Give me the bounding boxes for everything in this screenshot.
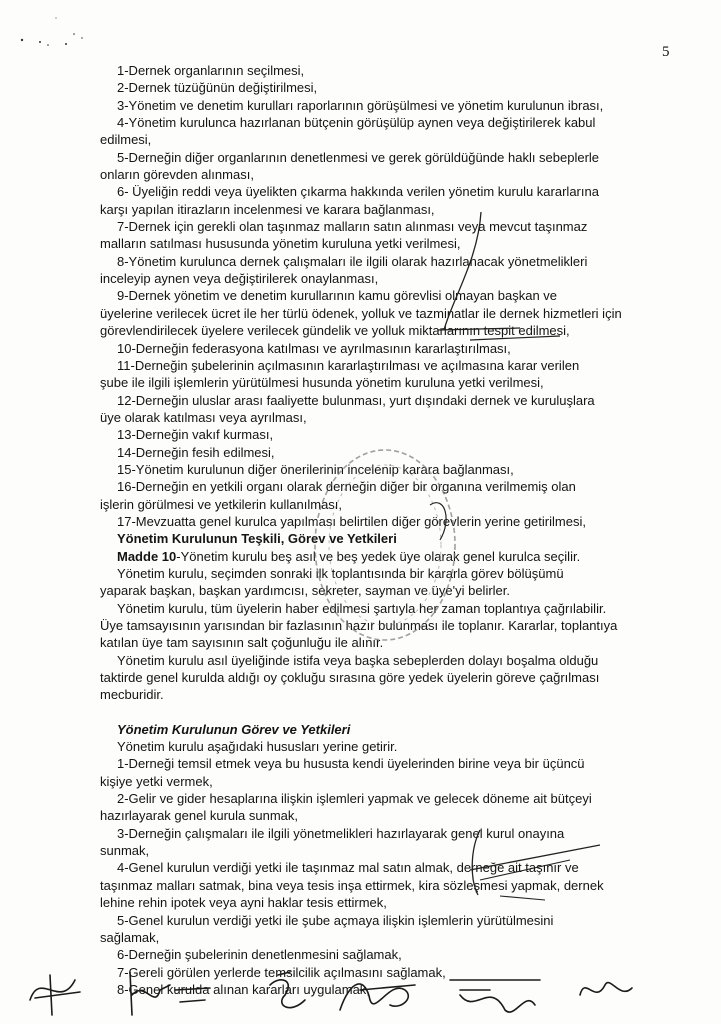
text-line: 3-Derneğin çalışmaları ile ilgili yönetmelikleri hazırlayarak genel kurul onayına xyxy=(117,825,565,841)
text-line: mecburidir. xyxy=(100,687,164,703)
text-line: 14-Derneğin fesih edilmesi, xyxy=(117,444,275,460)
text-line: 7-Dernek için gerekli olan taşınmaz malların satın alınması veya mevcut taşınmaz xyxy=(117,219,588,235)
text-line: yaparak başkan, başkan yardımcısı, sekreter, sayman ve üye'yi belirler. xyxy=(100,583,511,599)
text-line: 5-Derneğin diğer organlarının denetlenmesi ve gerek görüldüğünde haklı sebeplerle xyxy=(117,149,600,165)
text-line: malların satılması hususunda yönetim kuruluna yetki verilmesi, xyxy=(100,236,461,252)
text-line: kişiye yetki vermek, xyxy=(100,773,213,789)
text-line: 15-Yönetim kurulunun diğer önerilerinin incelenip karara bağlanması, xyxy=(117,461,514,477)
board-composition-section xyxy=(100,530,673,703)
text-line: 3-Yönetim ve denetim kurulları raporlarının görüşülmesi ve yönetim kurulunun ibrası, xyxy=(117,97,604,113)
signature-6 xyxy=(580,983,632,995)
section-heading: Yönetim Kurulunun Teşkili, Görev ve Yetkileri xyxy=(117,531,397,547)
text-line: 6- Üyeliğin reddi veya üyelikten çıkarma hakkında verilen yönetim kurulu kararlarına xyxy=(117,184,599,200)
text-line: görevlendirilecek üyelere verilecek gündelik ve yolluk miktarlarının tespit edilmesi, xyxy=(100,323,570,339)
text-line: lehine rehin ipotek veya ayni haklar tesis ettirmek, xyxy=(100,895,387,911)
signature-3 xyxy=(270,972,305,1008)
text-line: sunmak, xyxy=(100,843,150,859)
text-line: 4-Genel kurulun verdiği yetki ile taşınmaz mal satın almak, derneğe ait taşınır ve xyxy=(117,860,579,876)
text-line: 7-Gereli görülen yerlerde temsilcilik açılmasını sağlamak, xyxy=(117,964,446,980)
signature-2 xyxy=(130,972,210,1015)
scan-specks xyxy=(18,12,108,52)
text-line: üyelerine verilecek ücret ile her türlü ödenek, yolluk ve tazminatlar ile dernek hizmetleri için xyxy=(100,305,622,321)
article-label: Madde 10 xyxy=(117,548,177,564)
text-line: inceleyip aynen veya değiştirilerek onaylanması, xyxy=(100,271,379,287)
signature-4 xyxy=(340,984,415,1010)
text-line: 16-Derneğin en yetkili organı olarak derneğin diğer bir organına verilmemiş olan xyxy=(117,479,576,495)
signature-5 xyxy=(450,980,540,1012)
text-line: edilmesi, xyxy=(100,132,152,148)
text-line: 2-Gelir ve gider hesaplarına ilişkin işlemleri yapmak ve gelecek döneme ait bütçeyi xyxy=(117,791,592,807)
text-line: onların görevden alınması, xyxy=(100,167,254,183)
text-line: taşınmaz malları satmak, bina veya tesis inşa ettirmek, kira sözleşmesi yapmak, dernek xyxy=(100,877,604,893)
text-line: 4-Yönetim kurulunca hazırlanan bütçenin görüşülüp aynen veya değiştirilerek kabul xyxy=(117,115,596,131)
signatures-row xyxy=(20,960,660,1020)
text-line: Yönetim kurulu, tüm üyelerin haber edilmesi şartıyla her zaman toplantıya çağrılabilir. xyxy=(117,600,607,616)
page-number: 5 xyxy=(662,44,670,60)
text-line: 2-Dernek tüzüğünün değiştirilmesi, xyxy=(117,80,318,96)
text-line: hazırlayarak genel kurula sunmak, xyxy=(100,808,298,824)
text-line: karşı yapılan itirazların incelenmesi ve karara bağlanması, xyxy=(100,201,435,217)
text-line: 13-Derneğin vakıf kurması, xyxy=(117,427,274,443)
text-line: Yönetim kurulu aşağıdaki hususları yerine getirir. xyxy=(117,739,398,755)
text-line: 10-Derneğin federasyona katılması ve ayrılmasının kararlaştırılması, xyxy=(117,340,511,356)
text-line: 6-Derneğin şubelerinin denetlenmesini sağlamak, xyxy=(117,947,402,963)
document-body xyxy=(100,62,673,998)
text-line: Yönetim kurulu, seçimden sonraki ilk toplantısında bir kararla görev bölüşümü xyxy=(117,565,564,581)
text-line: taktirde genel kurulda aldığı oy çokluğu sırasına göre yedek üyelerin göreve çağrılması xyxy=(100,670,600,686)
text-line: katılan üye tam sayısının salt çoğunluğu ile alınır. xyxy=(100,635,384,651)
text-line: şube ile ilgili işlemlerin yürütülmesi husunda yönetim kuruluna yetki verilmesi, xyxy=(100,375,544,391)
text-line: 17-Mevzuatta genel kurulca yapılması belirtilen diğer görevlerin yerine getirilmesi, xyxy=(117,513,586,529)
text-line: 9-Dernek yönetim ve denetim kurullarının kamu görevlisi olmayan başkan ve xyxy=(117,288,558,304)
text-line: 8-Yönetim kurulunca dernek çalışmaları ile ilgili olarak hazırlanacak yönetmelikleri xyxy=(117,253,588,269)
article-first-line xyxy=(117,548,673,565)
text-line: 8-Genel kurulda alınan kararları uygulamak, xyxy=(117,981,370,997)
text-line: Yönetim kurulu asıl üyeliğinde istifa veya başka sebeplerden dolayı boşalma olduğu xyxy=(117,652,599,668)
text-line: 1-Dernek organlarının seçilmesi, xyxy=(117,63,305,78)
general-assembly-duties-list xyxy=(100,62,673,530)
text-line: 11-Derneğin şubelerinin açılmasının kararlaştırılması ve açılmasına karar verilen xyxy=(117,357,580,373)
text-line: 5-Genel kurulun verdiği yetki ile şube açmaya ilişkin işlemlerin yürütülmesini xyxy=(117,912,554,928)
text-line: işlerin görülmesi ve yetkilerin kullanılması, xyxy=(100,496,343,512)
article-text: -Yönetim kurulu beş asıl ve beş yedek üye olarak genel kurulca seçilir. xyxy=(176,548,581,564)
board-duties-section xyxy=(100,721,673,999)
text-line: 1-Derneği temsil etmek veya bu hususta kendi üyelerinden birine veya bir üçüncü xyxy=(117,756,585,772)
signature-1 xyxy=(30,975,80,1015)
section-heading: Yönetim Kurulunun Görev ve Yetkileri xyxy=(117,721,351,737)
text-line: üye olarak katılması veya ayrılması, xyxy=(100,409,307,425)
text-line: 12-Derneğin uluslar arası faaliyette bulunması, yurt dışındaki dernek ve kuruluşlara xyxy=(117,392,595,408)
text-line: sağlamak, xyxy=(100,929,160,945)
text-line: Üye tamsayısının yarısından bir fazlasının hazır bulunması ile toplanır. Kararlar, toplantıya xyxy=(100,618,618,633)
